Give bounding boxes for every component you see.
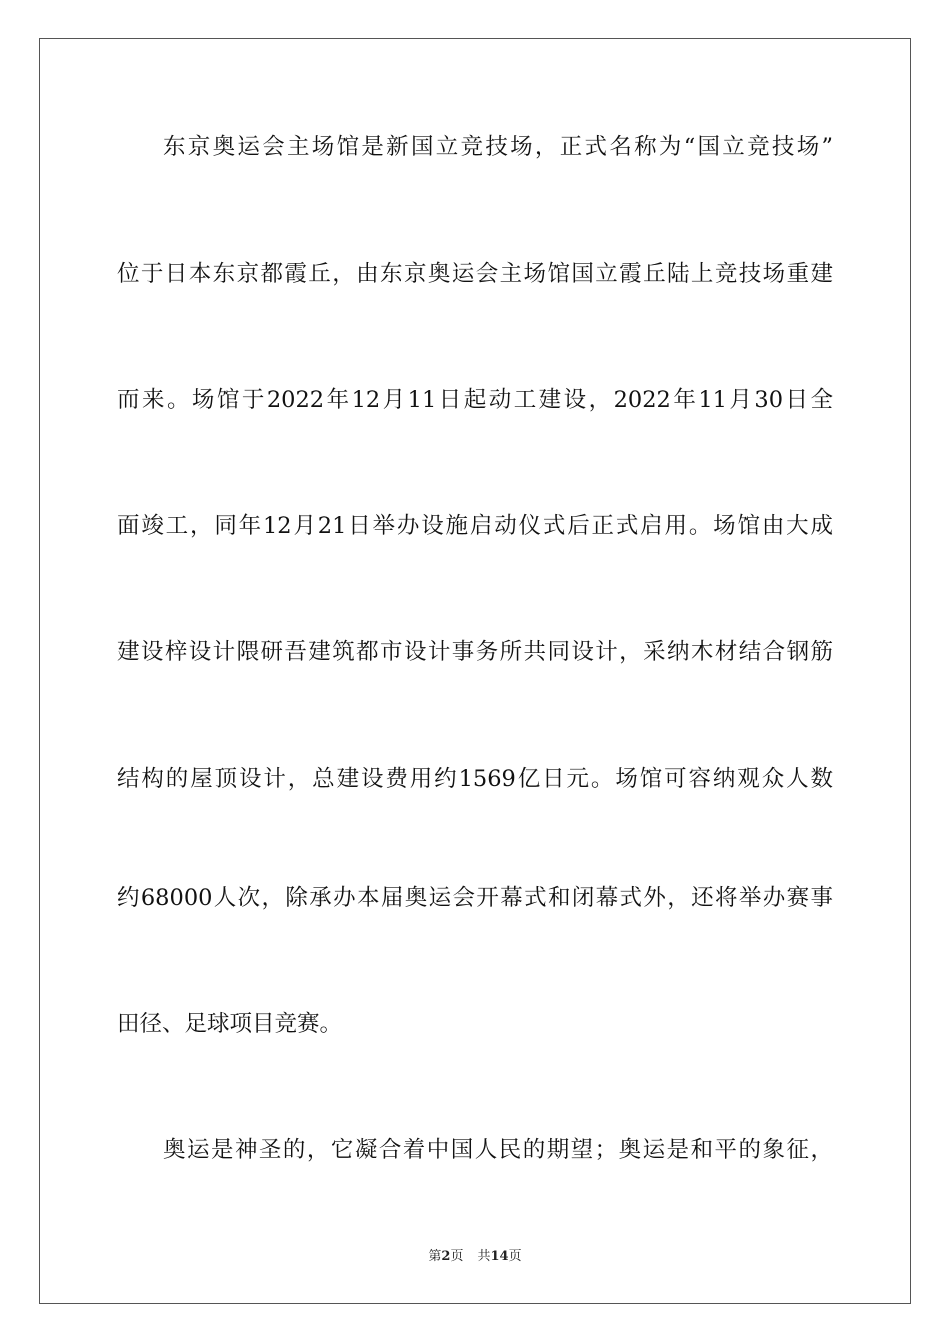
paragraph-1-line-6: 结构的屋顶设计，总建设费用约1569亿日元。场馆可容纳观众人数 [117,766,833,792]
paragraph-1-line-7: 约68000人次，除承办本届奥运会开幕式和闭幕式外，还将举办赛事 [117,885,833,911]
paragraph-1-line-4: 面竣工，同年12月21日举办设施启动仪式后正式启用。场馆由大成 [117,513,833,539]
footer-total-suffix: 页 [508,1249,522,1264]
footer-page-prefix: 第 [428,1249,442,1264]
paragraph-1-line-3: 而来。场馆于2022年12月11日起动工建设，2022年11月30日全 [117,387,833,413]
footer-page-number: 2 [441,1249,451,1264]
paragraph-1-line-5: 建设梓设计隈研吾建筑都市设计事务所共同设计，采纳木材结合钢筋 [117,639,833,665]
footer-page-suffix: 页 [450,1249,464,1264]
page-footer [0,1248,950,1266]
paragraph-1-line-8: 田径、足球项目竞赛。 [117,1011,343,1037]
paragraph-2-line-1: 奥运是神圣的，它凝合着中国人民的期望；奥运是和平的象征， [163,1137,833,1163]
footer-total-number: 14 [490,1249,509,1264]
page-border [39,38,911,1304]
paragraph-1-line-1: 东京奥运会主场馆是新国立竞技场，正式名称为“国立竞技场” [163,134,833,160]
footer-total-prefix: 共 [477,1249,491,1264]
paragraph-1-line-2: 位于日本东京都霞丘，由东京奥运会主场馆国立霞丘陆上竞技场重建 [117,261,833,287]
